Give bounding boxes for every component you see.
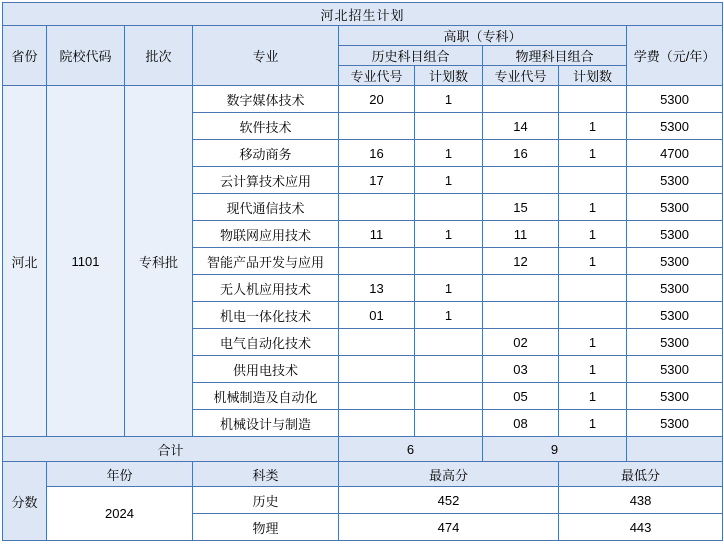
score-max: 474: [339, 514, 559, 541]
physics-plan: 1: [559, 248, 627, 275]
major-name: 电气自动化技术: [193, 329, 339, 356]
major-name: 数字媒体技术: [193, 86, 339, 113]
physics-plan: 1: [559, 410, 627, 437]
physics-code: [483, 275, 559, 302]
history-plan: [415, 356, 483, 383]
header-tuition: 学费（元/年）: [627, 26, 723, 86]
tuition-value: 5300: [627, 329, 723, 356]
major-name: 现代通信技术: [193, 194, 339, 221]
province-value: 河北: [3, 86, 47, 437]
physics-code: 16: [483, 140, 559, 167]
header-physics-major-code: 专业代号: [483, 66, 559, 86]
tuition-value: 5300: [627, 86, 723, 113]
score-min: 438: [559, 487, 723, 514]
table-row: [3, 86, 723, 113]
score-max-header: 最高分: [339, 462, 559, 487]
major-name: 云计算技术应用: [193, 167, 339, 194]
header-school-code: 院校代码: [47, 26, 125, 86]
tuition-value: 5300: [627, 194, 723, 221]
score-year-value: 2024: [47, 487, 193, 541]
tuition-value: 5300: [627, 356, 723, 383]
major-name: 移动商务: [193, 140, 339, 167]
total-tuition-blank: [627, 437, 723, 462]
major-name: 物联网应用技术: [193, 221, 339, 248]
history-code: 16: [339, 140, 415, 167]
physics-code: 08: [483, 410, 559, 437]
physics-plan: 1: [559, 140, 627, 167]
tuition-value: 5300: [627, 248, 723, 275]
tuition-value: 5300: [627, 410, 723, 437]
batch-value: 专科批: [125, 86, 193, 437]
history-plan: [415, 194, 483, 221]
physics-code: 12: [483, 248, 559, 275]
physics-plan: 1: [559, 356, 627, 383]
tuition-value: 5300: [627, 167, 723, 194]
score-year-header: 年份: [47, 462, 193, 487]
tuition-value: 5300: [627, 383, 723, 410]
major-name: 机械设计与制造: [193, 410, 339, 437]
major-name: 无人机应用技术: [193, 275, 339, 302]
total-physics: 9: [483, 437, 627, 462]
physics-plan: [559, 275, 627, 302]
major-name: 机械制造及自动化: [193, 383, 339, 410]
total-label: 合计: [3, 437, 339, 462]
history-plan: 1: [415, 140, 483, 167]
history-plan: 1: [415, 275, 483, 302]
score-subject: 历史: [193, 487, 339, 514]
total-history: 6: [339, 437, 483, 462]
header-batch: 批次: [125, 26, 193, 86]
tuition-value: 5300: [627, 221, 723, 248]
history-plan: 1: [415, 221, 483, 248]
score-subject: 物理: [193, 514, 339, 541]
tuition-value: 4700: [627, 140, 723, 167]
major-name: 供用电技术: [193, 356, 339, 383]
page-title: 河北招生计划: [3, 3, 723, 26]
history-code: [339, 329, 415, 356]
history-plan: [415, 383, 483, 410]
physics-plan: 1: [559, 194, 627, 221]
physics-code: 05: [483, 383, 559, 410]
history-plan: 1: [415, 167, 483, 194]
score-min-header: 最低分: [559, 462, 723, 487]
history-plan: [415, 113, 483, 140]
physics-code: [483, 167, 559, 194]
physics-code: 02: [483, 329, 559, 356]
major-name: 智能产品开发与应用: [193, 248, 339, 275]
history-code: 13: [339, 275, 415, 302]
header-history-plan-count: 计划数: [415, 66, 483, 86]
header-vocational-group: 高职（专科）: [339, 26, 627, 46]
tuition-value: 5300: [627, 113, 723, 140]
admission-plan-sheet: [0, 2, 724, 549]
score-section-label: 分数: [3, 462, 47, 541]
physics-code: 15: [483, 194, 559, 221]
history-code: [339, 383, 415, 410]
major-name: 软件技术: [193, 113, 339, 140]
tuition-value: 5300: [627, 275, 723, 302]
header-province: 省份: [3, 26, 47, 86]
physics-plan: 1: [559, 329, 627, 356]
history-code: 11: [339, 221, 415, 248]
history-plan: [415, 248, 483, 275]
physics-plan: [559, 167, 627, 194]
history-plan: [415, 410, 483, 437]
physics-code: [483, 302, 559, 329]
history-code: 17: [339, 167, 415, 194]
score-row: [3, 487, 723, 514]
history-code: 20: [339, 86, 415, 113]
header-physics-group: 物理科目组合: [483, 46, 627, 66]
history-code: [339, 113, 415, 140]
header-history-major-code: 专业代号: [339, 66, 415, 86]
history-code: [339, 194, 415, 221]
header-major: 专业: [193, 26, 339, 86]
history-code: [339, 410, 415, 437]
history-plan: [415, 329, 483, 356]
history-code: [339, 248, 415, 275]
physics-code: 14: [483, 113, 559, 140]
score-header-row: [3, 462, 723, 487]
major-name: 机电一体化技术: [193, 302, 339, 329]
admission-plan-table: [2, 2, 723, 541]
score-min: 443: [559, 514, 723, 541]
physics-code: [483, 86, 559, 113]
history-code: 01: [339, 302, 415, 329]
physics-plan: 1: [559, 221, 627, 248]
history-plan: 1: [415, 86, 483, 113]
physics-plan: [559, 302, 627, 329]
physics-plan: 1: [559, 383, 627, 410]
physics-code: 03: [483, 356, 559, 383]
tuition-value: 5300: [627, 302, 723, 329]
score-max: 452: [339, 487, 559, 514]
total-row: [3, 437, 723, 462]
physics-code: 11: [483, 221, 559, 248]
school-code-value: 1101: [47, 86, 125, 437]
score-subject-header: 科类: [193, 462, 339, 487]
physics-plan: [559, 86, 627, 113]
history-code: [339, 356, 415, 383]
header-history-group: 历史科目组合: [339, 46, 483, 66]
header-physics-plan-count: 计划数: [559, 66, 627, 86]
physics-plan: 1: [559, 113, 627, 140]
history-plan: 1: [415, 302, 483, 329]
